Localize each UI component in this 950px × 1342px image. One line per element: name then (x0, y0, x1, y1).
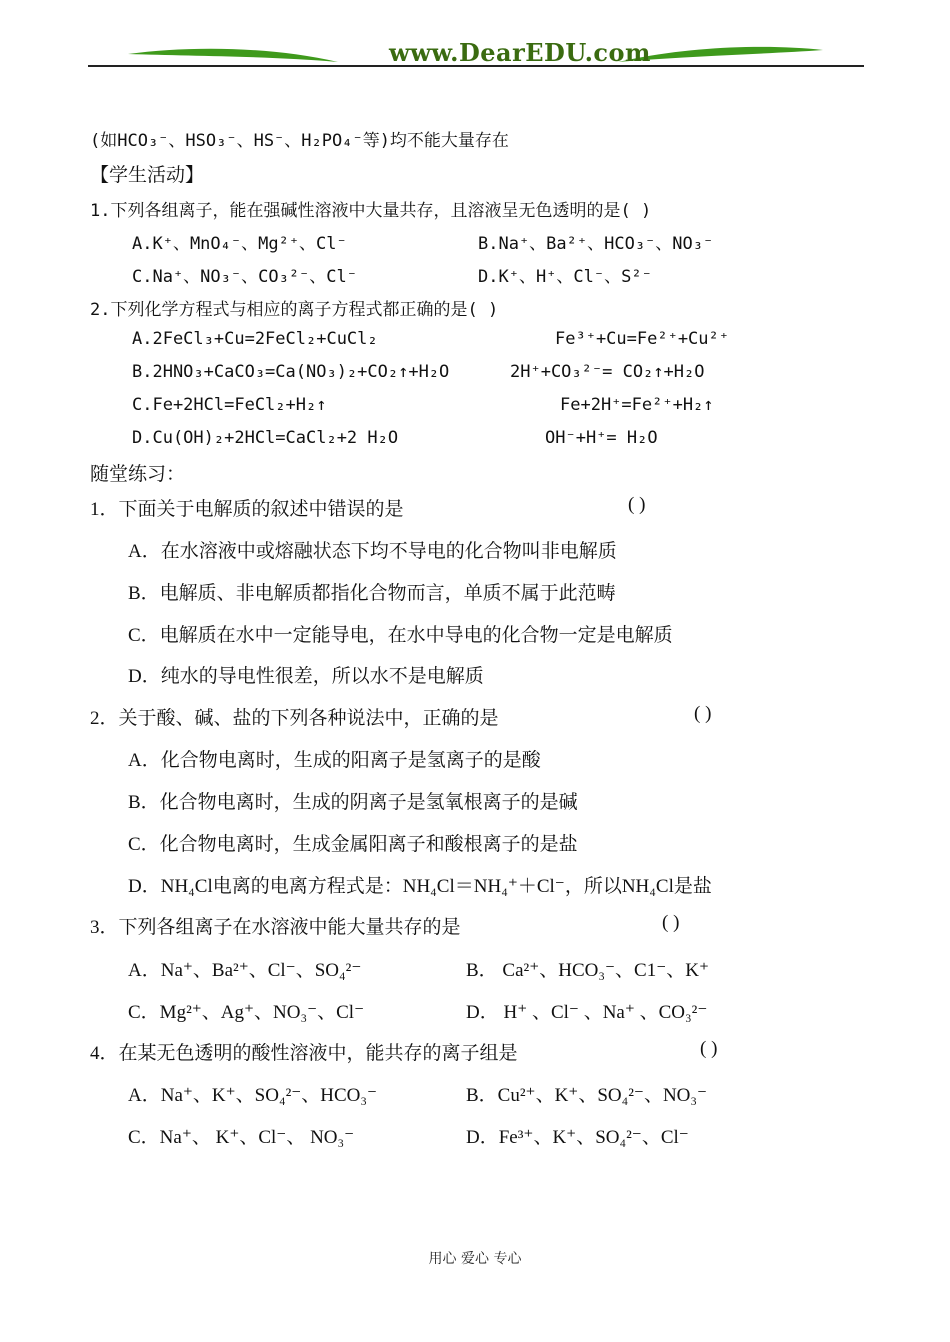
activity-q2-d-equation: D.Cu(OH)₂+2HCl=CaCl₂+2 H₂O (132, 428, 399, 448)
practice-q1-option-c: C．电解质在水中一定能导电，在水中导电的化合物一定是电解质 (128, 625, 673, 646)
practice-q2-option-d: D．NH₄Cl电离的电离方程式是：NH₄Cl＝NH₄⁺＋Cl⁻，所以NH₄Cl是盐 (128, 876, 712, 897)
activity-q2-b-ionic: 2H⁺+CO₃²⁻= CO₂↑+H₂O (510, 362, 705, 382)
practice-q2-stem: 2．关于酸、碱、盐的下列各种说法中，正确的是 (90, 708, 499, 729)
practice-q4-stem: 4．在某无色透明的酸性溶液中，能共存的离子组是 (90, 1043, 518, 1064)
practice-q4-option-c: C．Na⁺、 K⁺、Cl⁻、 NO₃⁻ (128, 1127, 355, 1148)
practice-q2-answer-bracket: ( ) (694, 703, 712, 724)
practice-q3-stem: 3．下列各组离子在水溶液中能大量共存的是 (90, 917, 461, 938)
activity-q1-option-a: A.K⁺、MnO₄⁻、Mg²⁺、Cl⁻ (132, 234, 347, 254)
practice-q3-option-c: C．Mg²⁺、Ag⁺、NO₃⁻、Cl⁻ (128, 1002, 365, 1023)
practice-q2-option-c: C．化合物电离时，生成金属阳离子和酸根离子的是盐 (128, 834, 578, 855)
activity-q2-c-equation: C.Fe+2HCl=FeCl₂+H₂↑ (132, 395, 327, 415)
practice-q1-stem: 1．下面关于电解质的叙述中错误的是 (90, 499, 404, 520)
activity-q1-option-b: B.Na⁺、Ba²⁺、HCO₃⁻、NO₃⁻ (478, 234, 714, 254)
practice-q1-option-b: B．电解质、非电解质都指化合物而言，单质不属于此范畴 (128, 583, 616, 604)
practice-q4-option-d: D．Fe³⁺、K⁺、SO₄²⁻、Cl⁻ (466, 1127, 689, 1148)
activity-q2-stem: 2.下列化学方程式与相应的离子方程式都正确的是( ) (90, 300, 499, 320)
practice-q2-option-b: B．化合物电离时，生成的阴离子是氢氧根离子的是碱 (128, 792, 578, 813)
practice-title: 随堂练习： (90, 463, 186, 485)
activity-q2-c-ionic: Fe+2H⁺=Fe²⁺+H₂↑ (560, 395, 714, 415)
activity-q2-a-equation: A.2FeCl₃+Cu=2FeCl₂+CuCl₂ (132, 329, 378, 349)
practice-q3-option-a: A．Na⁺、Ba²⁺、Cl⁻、SO₄²⁻ (128, 960, 362, 981)
site-brand: www.DearEDU.com (389, 38, 651, 67)
practice-q3-option-d: D． H⁺ 、Cl⁻ 、Na⁺ 、CO₃²⁻ (466, 1002, 708, 1023)
activity-q1-stem: 1.下列各组离子，能在强碱性溶液中大量共存，且溶液呈无色透明的是( ) (90, 201, 652, 221)
activity-q2-d-ionic: OH⁻+H⁺= H₂O (545, 428, 658, 448)
practice-q3-answer-bracket: ( ) (662, 912, 680, 933)
practice-q1-option-a: A．在水溶液中或熔融状态下均不导电的化合物叫非电解质 (128, 541, 617, 562)
page-footer: 用心 爱心 专心 (428, 1251, 522, 1267)
activity-q1-option-c: C.Na⁺、NO₃⁻、CO₃²⁻、Cl⁻ (132, 267, 357, 287)
activity-title: 【学生活动】 (90, 164, 205, 186)
activity-q2-b-equation: B.2HNO₃+CaCO₃=Ca(NO₃)₂+CO₂↑+H₂O (132, 362, 450, 382)
practice-q1-option-d: D．纯水的导电性很差，所以水不是电解质 (128, 666, 484, 687)
activity-q1-option-d: D.K⁺、H⁺、Cl⁻、S²⁻ (478, 267, 652, 287)
practice-q3-option-b: B． Ca²⁺、HCO₃⁻、C1⁻、K⁺ (466, 960, 709, 981)
practice-q1-answer-bracket: ( ) (628, 494, 646, 515)
practice-q4-answer-bracket: ( ) (700, 1038, 718, 1059)
activity-q2-a-ionic: Fe³⁺+Cu=Fe²⁺+Cu²⁺ (555, 329, 729, 349)
practice-q2-option-a: A．化合物电离时，生成的阳离子是氢离子的是酸 (128, 750, 541, 771)
practice-q4-option-b: B．Cu²⁺、K⁺、SO₄²⁻、NO₃⁻ (466, 1085, 708, 1106)
header-rule (88, 65, 864, 67)
intro-line: (如HCO₃⁻、HSO₃⁻、HS⁻、H₂PO₄⁻等)均不能大量存在 (90, 131, 509, 151)
practice-q4-option-a: A．Na⁺、K⁺、SO₄²⁻、HCO₃⁻ (128, 1085, 378, 1106)
page-header (88, 36, 864, 70)
